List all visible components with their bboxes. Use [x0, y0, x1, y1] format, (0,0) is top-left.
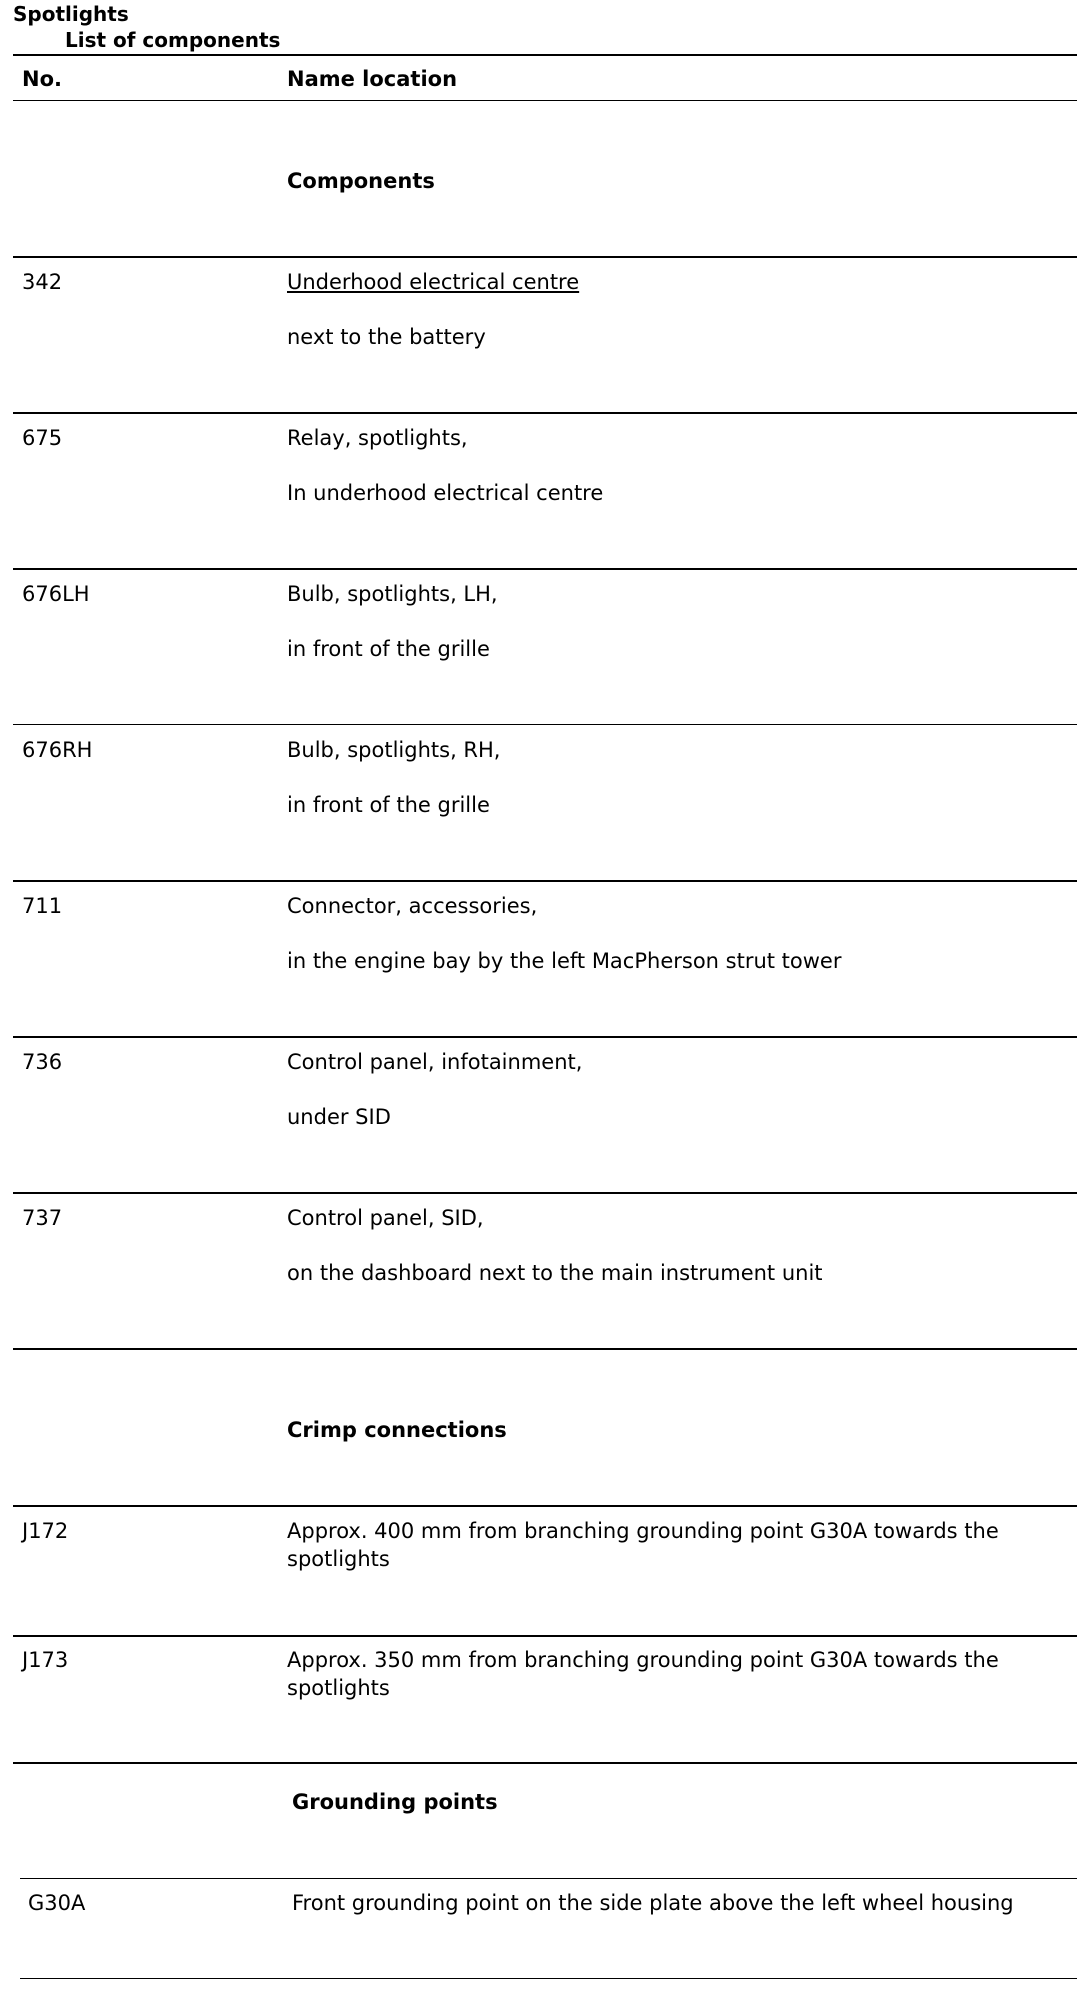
row-number: 675: [22, 426, 63, 450]
row-divider: [13, 1635, 1077, 1637]
document-title: Spotlights: [13, 2, 129, 26]
row-number: 676LH: [22, 582, 90, 606]
column-header-no: No.: [22, 67, 62, 91]
column-header-name-location: Name location: [287, 67, 458, 91]
component-name: Control panel, infotainment,: [287, 1050, 583, 1074]
row-number: G30A: [28, 1891, 86, 1915]
component-name: Control panel, SID,: [287, 1206, 484, 1230]
component-name-link[interactable]: Underhood electrical centre: [287, 270, 580, 294]
table-top-rule: [13, 54, 1077, 56]
component-location: under SID: [287, 1105, 391, 1129]
component-location: on the dashboard next to the main instrument unit: [287, 1261, 823, 1285]
section-heading-components: Components: [287, 169, 435, 193]
row-divider: [13, 1505, 1077, 1507]
section-heading-crimp-connections: Crimp connections: [287, 1418, 507, 1442]
component-name: Bulb, spotlights, LH,: [287, 582, 498, 606]
row-divider: [13, 256, 1077, 258]
component-location: in the engine bay by the left MacPherson strut tower: [287, 949, 842, 973]
row-divider: [13, 1762, 1077, 1764]
table-header-rule: [13, 100, 1077, 101]
crimp-location: Approx. 400 mm from branching grounding point G30A towards the spotlights: [287, 1519, 999, 1571]
grounding-point-location: Front grounding point on the side plate above the left wheel housing: [292, 1891, 1014, 1915]
table-bottom-rule: [20, 1978, 1077, 1979]
row-divider: [13, 1036, 1077, 1038]
component-name: Bulb, spotlights, RH,: [287, 738, 501, 762]
row-divider: [20, 1878, 1077, 1879]
row-divider: [13, 1192, 1077, 1194]
row-divider: [13, 880, 1077, 882]
row-divider: [13, 724, 1077, 725]
row-divider: [13, 568, 1077, 570]
row-number: 737: [22, 1206, 63, 1230]
row-number: J172: [22, 1519, 69, 1543]
component-location: next to the battery: [287, 325, 486, 349]
component-name: Connector, accessories,: [287, 894, 538, 918]
row-number: J173: [22, 1648, 69, 1672]
row-divider: [13, 412, 1077, 414]
row-number: 736: [22, 1050, 63, 1074]
component-location: In underhood electrical centre: [287, 481, 604, 505]
row-number: 711: [22, 894, 63, 918]
component-location: in front of the grille: [287, 637, 490, 661]
component-location: in front of the grille: [287, 793, 490, 817]
component-name: Relay, spotlights,: [287, 426, 468, 450]
row-number: 676RH: [22, 738, 93, 762]
row-number: 342: [22, 270, 63, 294]
crimp-location: Approx. 350 mm from branching grounding point G30A towards the spotlights: [287, 1648, 999, 1700]
section-heading-grounding-points: Grounding points: [292, 1790, 498, 1814]
row-divider: [13, 1348, 1077, 1350]
document-subtitle: List of components: [65, 28, 281, 52]
